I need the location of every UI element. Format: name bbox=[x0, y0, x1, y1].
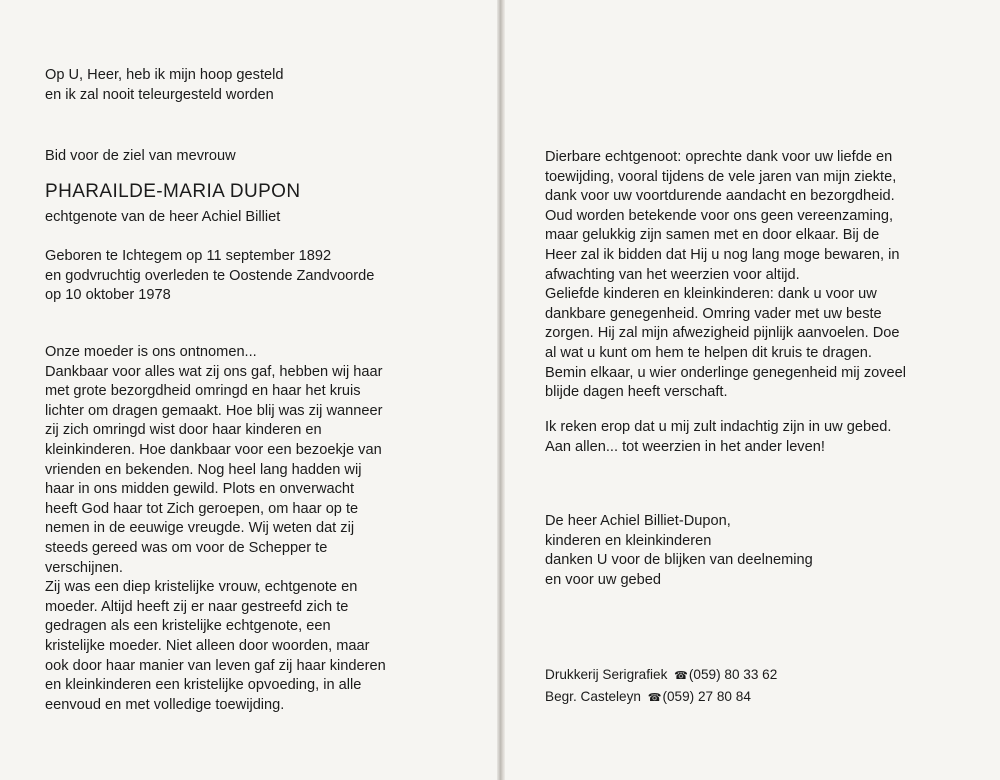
text-line: verschijnen. bbox=[45, 559, 123, 576]
undertaker-line bbox=[545, 687, 777, 709]
tribute-text bbox=[45, 343, 386, 715]
text-line: lichter om dragen gemaakt. Hoe blij was zij wanneer bbox=[45, 402, 383, 419]
motto-line: en ik zal nooit teleurgesteld worden bbox=[45, 86, 274, 103]
text-line: Ik reken erop dat u mij zult indachtig zijn in uw gebed. bbox=[545, 419, 892, 435]
text-line: toewijding, vooral tijdens de vele jaren van mijn ziekte, bbox=[545, 168, 897, 185]
text-line: zorgen. Hij zal mijn afwezigheid pijnlijk aanvoelen. Doe bbox=[545, 325, 900, 342]
deceased-name: PHARAILDE-MARIA DUPON bbox=[45, 181, 301, 202]
printer-phone: (059) 80 33 62 bbox=[688, 667, 778, 682]
text-line: en kleinkinderen een kristelijke opvoeding, in alle bbox=[45, 677, 362, 694]
text-line: dank voor uw voortdurende aandacht en bezorgdheid. bbox=[545, 188, 895, 205]
family-thanks bbox=[545, 512, 813, 590]
text-line: gedragen als een kristelijke echtgenote, een bbox=[45, 618, 331, 635]
text-line: heeft God haar tot Zich geroepen, om haar op te bbox=[45, 500, 359, 517]
text-line: afwachting van het weerzien voor altijd. bbox=[545, 266, 800, 283]
text-line: steeds gereed was om voor de Schepper te bbox=[45, 539, 328, 556]
telephone-icon: ☎ bbox=[674, 670, 688, 682]
farewell-message bbox=[545, 148, 906, 403]
undertaker-name: Begr. Casteleyn bbox=[545, 688, 641, 704]
text-line: maar gelukkig zijn samen met en door elkaar. Bij de bbox=[545, 227, 880, 244]
text-line: dankbare genegenheid. Omring vader met uw beste bbox=[545, 305, 882, 322]
text-line: nemen in de eeuwige vreugde. Wij weten dat zij bbox=[45, 520, 355, 537]
text-line: met grote bezorgdheid omringd en haar het kruis bbox=[45, 383, 361, 400]
text-line: eenvoud en met volledige toewijding. bbox=[45, 696, 285, 713]
text-line: danken U voor de blijken van deelneming bbox=[545, 552, 813, 569]
text-line: De heer Achiel Billiet-Dupon, bbox=[545, 513, 731, 529]
spouse-line: echtgenote van de heer Achiel Billiet bbox=[45, 209, 281, 225]
text-line: vrienden en bekenden. Nog heel lang hadden wij bbox=[45, 461, 362, 478]
telephone-icon: ☎ bbox=[647, 691, 662, 704]
text-line: kleinkinderen. Hoe dankbaar voor een bezoekje van bbox=[45, 441, 382, 458]
text-line: Aan allen... tot weerzien in het ander leven! bbox=[545, 438, 825, 455]
text-line: Geliefde kinderen en kleinkinderen: dank u voor uw bbox=[545, 286, 877, 303]
printer-line bbox=[545, 665, 777, 687]
text-line: moeder. Altijd heeft zij er naar gestreefd zich te bbox=[45, 598, 349, 615]
text-line: Dankbaar voor alles wat zij ons gaf, hebben wij haar bbox=[45, 363, 383, 380]
right-page bbox=[505, 0, 1000, 780]
text-line: Onze moeder is ons ontnomen... bbox=[45, 344, 257, 360]
left-page bbox=[0, 0, 497, 780]
motto-line: Op U, Heer, heb ik mijn hoop gesteld bbox=[45, 67, 284, 83]
prayer-intro: Bid voor de ziel van mevrouw bbox=[45, 148, 236, 164]
date-line: en godvruchtig overleden te Oostende Zandvoorde bbox=[45, 267, 375, 284]
date-line: Geboren te Ichtegem op 11 september 1892 bbox=[45, 248, 332, 264]
text-line: zij zich omringd wist door haar kinderen en bbox=[45, 422, 322, 439]
text-line: kristelijke moeder. Niet alleen door woorden, maar bbox=[45, 637, 370, 654]
text-line: Dierbare echtgenoot: oprechte dank voor uw liefde en bbox=[545, 149, 893, 165]
motto bbox=[45, 66, 284, 105]
date-line: op 10 oktober 1978 bbox=[45, 287, 171, 304]
life-dates bbox=[45, 247, 374, 306]
text-line: Oud worden betekende voor ons geen vereenzaming, bbox=[545, 207, 894, 224]
text-line: en voor uw gebed bbox=[545, 571, 662, 588]
card-fold bbox=[497, 0, 505, 780]
text-line: ook door haar manier van leven gaf zij haar kinderen bbox=[45, 657, 386, 674]
text-line: kinderen en kleinkinderen bbox=[545, 532, 712, 549]
closing-text bbox=[545, 418, 891, 457]
printer-name: Drukkerij Serigrafiek bbox=[545, 667, 668, 682]
text-line: haar in ons midden gewild. Plots en onverwacht bbox=[45, 481, 355, 498]
text-line: Zij was een diep kristelijke vrouw, echtgenote en bbox=[45, 579, 358, 596]
text-line: Heer zal ik bidden dat Hij u nog lang moge bewaren, in bbox=[545, 246, 900, 263]
text-line: Bemin elkaar, u wier onderlinge genegenheid mij zoveel bbox=[545, 364, 907, 381]
text-line: al wat u kunt om hem te helpen dit kruis te dragen. bbox=[545, 344, 872, 361]
text-line: blijde dagen heeft verschaft. bbox=[545, 384, 728, 401]
printer-credits bbox=[545, 665, 777, 708]
undertaker-phone: (059) 27 80 84 bbox=[662, 688, 751, 704]
